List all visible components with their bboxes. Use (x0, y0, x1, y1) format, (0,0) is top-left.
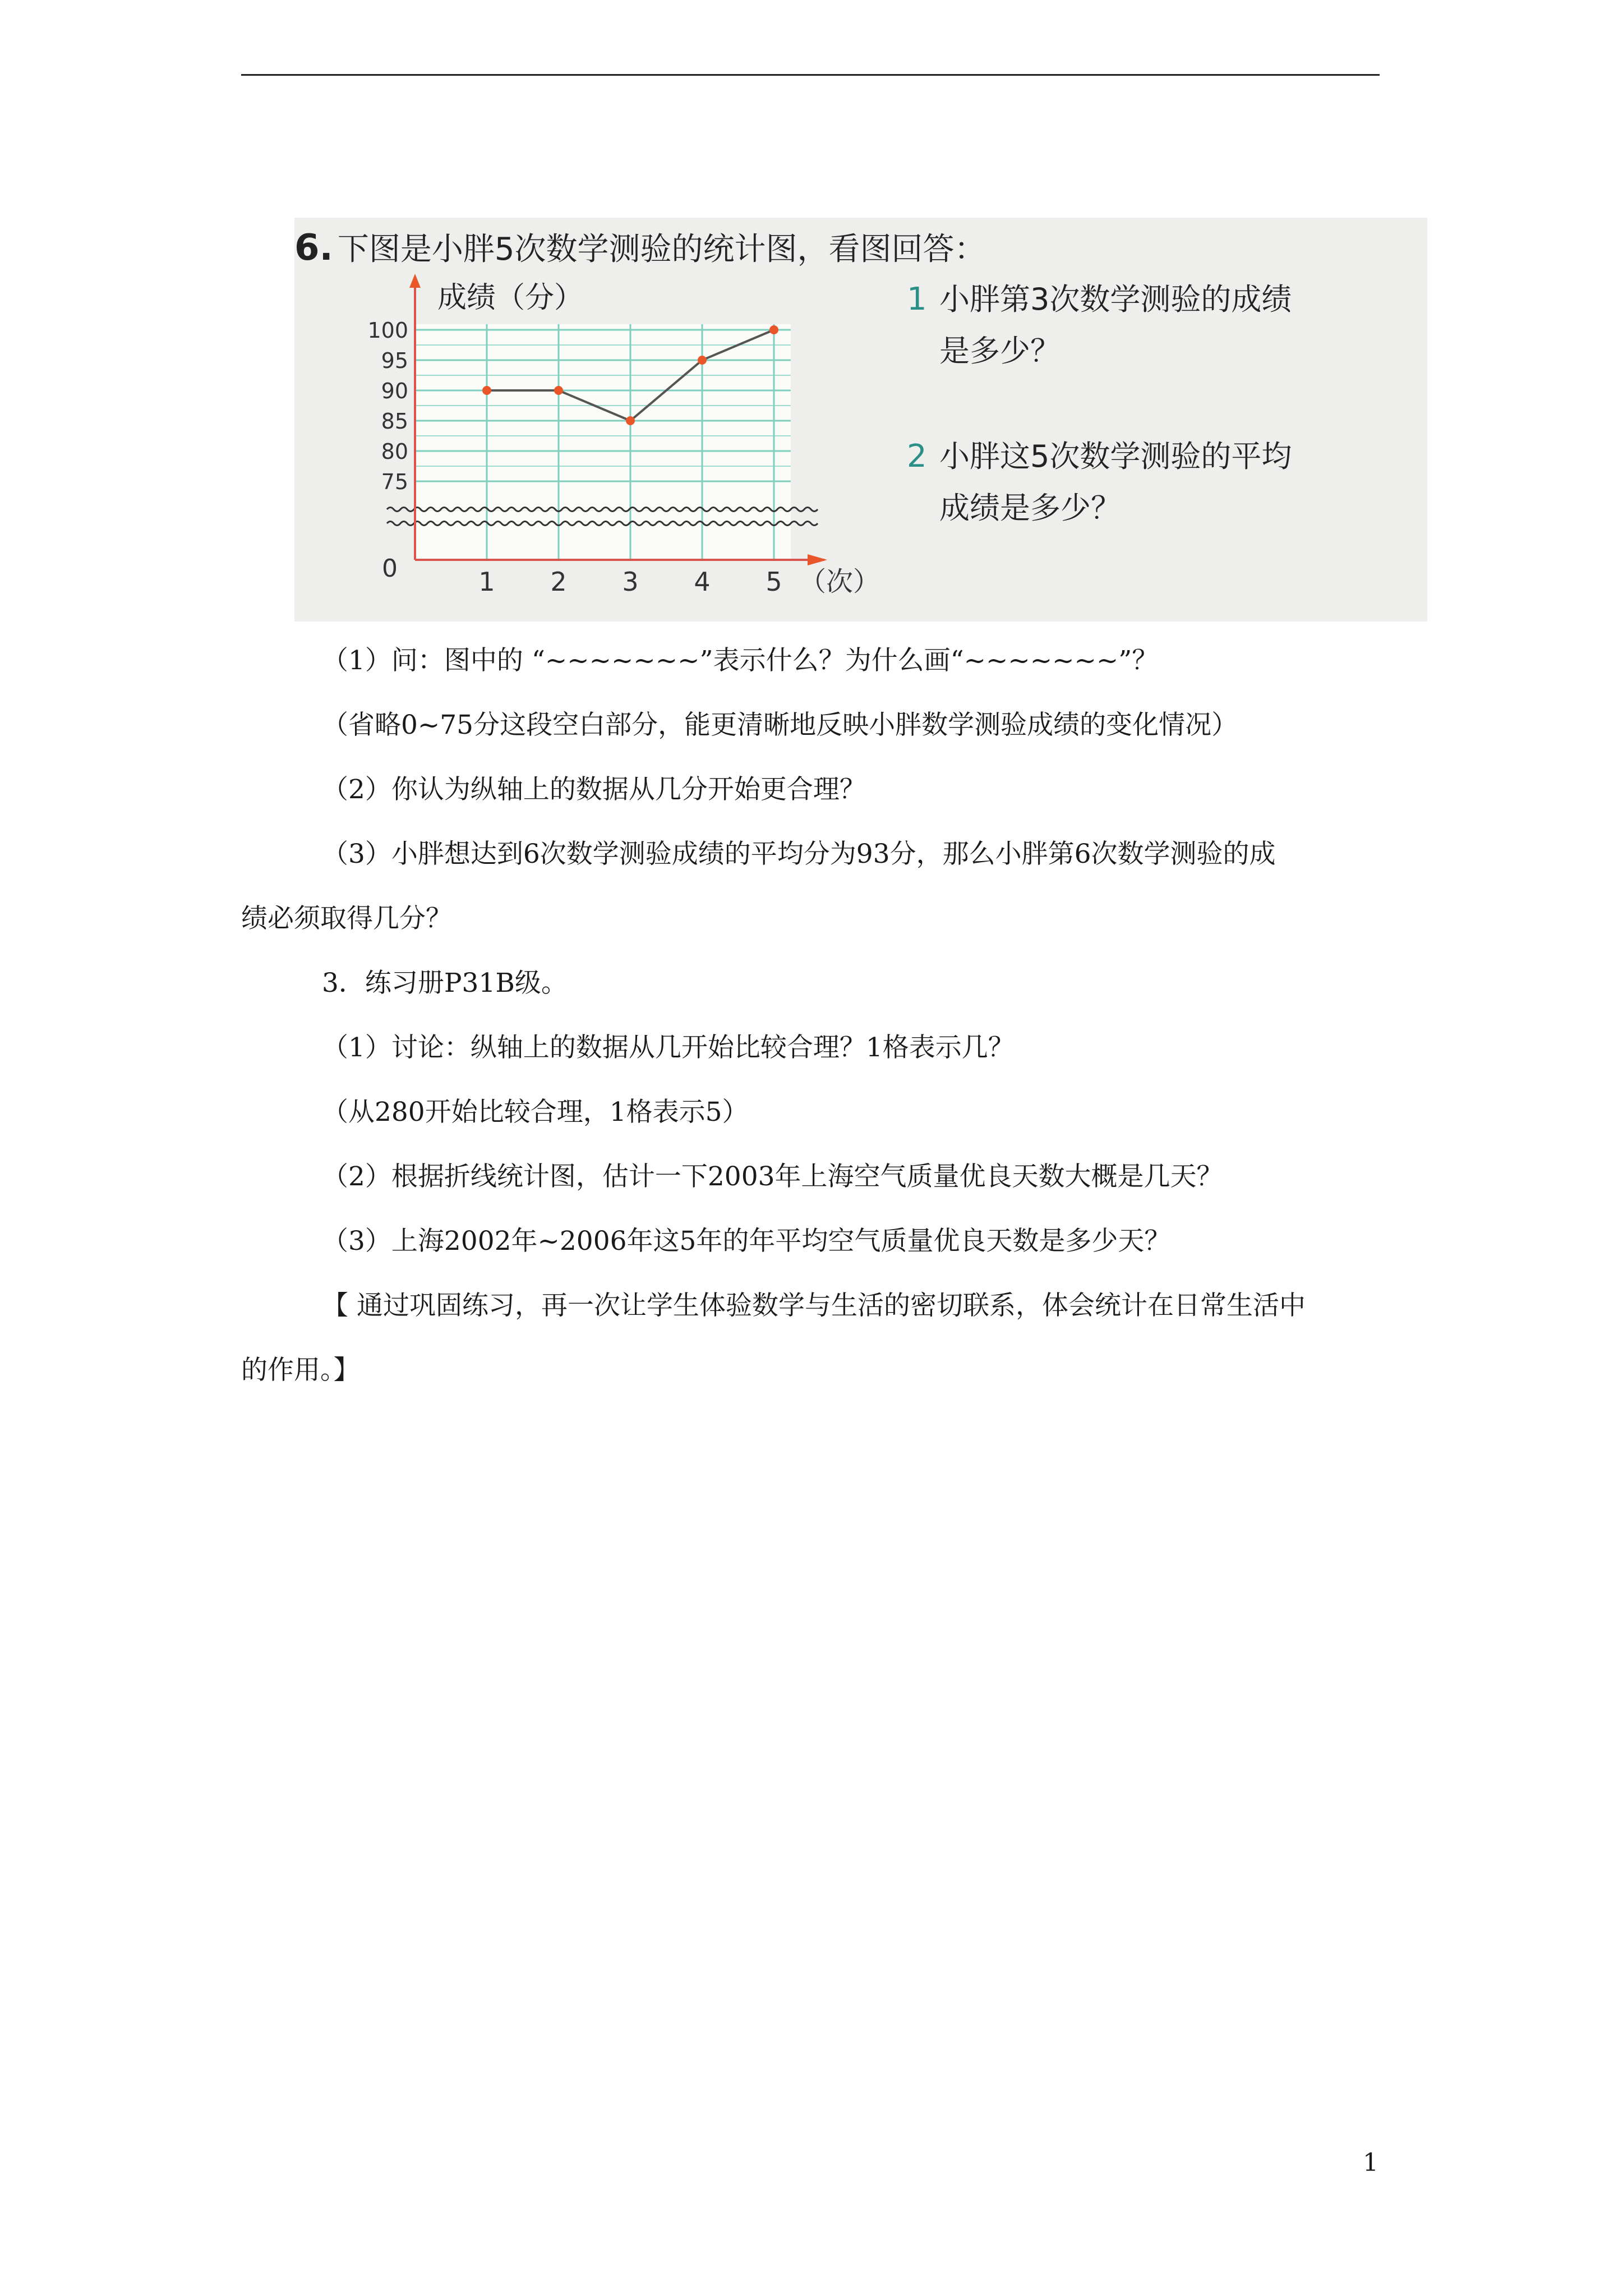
y-tick-label: 100 (367, 318, 408, 343)
paragraph: （从280开始比较合理，1格表示5） (322, 1097, 749, 1128)
x-tick-label: 4 (694, 567, 711, 597)
paragraph: （省略0~75分这段空白部分，能更清晰地反映小胖数学测验成绩的变化情况） (322, 710, 1238, 740)
question-2-line2: 成绩是多少？ (939, 490, 1121, 526)
chart-ylabel: 成绩（分） (437, 281, 584, 315)
x-tick-label: 3 (622, 567, 639, 597)
paragraph: （1）问：图中的 “~~~~~~~”表示什么？为什么画“~~~~~~~”？ (322, 645, 1159, 676)
page-number: 1 (1363, 2148, 1378, 2177)
question-2-number: 2 (907, 438, 927, 475)
data-point (482, 386, 491, 395)
y-tick-label: 90 (381, 379, 408, 403)
data-point (769, 325, 778, 334)
data-point (554, 386, 563, 395)
data-point (698, 356, 707, 365)
data-point (626, 416, 635, 425)
figure-number: 6. (294, 227, 333, 269)
line-chart (294, 218, 939, 622)
y-tick-label: 95 (381, 348, 408, 373)
x-tick-label: 2 (550, 567, 567, 597)
question-1-line1: 小胖第3次数学测验的成绩 (939, 282, 1292, 317)
paragraph: 【 通过巩固练习，再一次让学生体验数学与生活的密切联系，体会统计在日常生活中 (322, 1290, 1306, 1321)
x-tick-label: 5 (766, 567, 782, 597)
question-1-number: 1 (907, 281, 927, 318)
y-tick-label: 85 (381, 409, 408, 434)
question-1-line2: 是多少？ (939, 333, 1061, 369)
header-rule (241, 74, 1380, 76)
paragraph: 的作用。】 (241, 1355, 360, 1386)
y-axis-arrow (409, 274, 421, 288)
y-tick-label: 75 (381, 470, 408, 494)
paragraph: （2）根据折线统计图，估计一下2003年上海空气质量优良天数大概是几天？ (322, 1161, 1223, 1192)
paragraph: （2）你认为纵轴上的数据从几分开始更合理？ (322, 774, 866, 805)
origin-label: 0 (382, 554, 398, 583)
paragraph: （1）讨论：纵轴上的数据从几开始比较合理？1格表示几？ (322, 1032, 1015, 1063)
x-tick-label: 1 (478, 567, 495, 597)
x-axis-arrow (808, 554, 827, 565)
question-2-line1: 小胖这5次数学测验的平均 (939, 439, 1292, 474)
figure-title-text: 下图是小胖5次数学测验的统计图，看图回答： (337, 231, 986, 268)
paragraph: 绩必须取得几分？ (241, 903, 452, 934)
y-tick-label: 80 (381, 439, 408, 464)
question-1 (907, 274, 1292, 377)
question-2 (907, 431, 1292, 534)
paragraph: 3．练习册P31B级。 (322, 968, 568, 999)
textbook-figure (294, 218, 1427, 622)
x-axis-label: （次） (799, 566, 880, 597)
body-text (241, 628, 1380, 1402)
paragraph: （3）小胖想达到6次数学测验成绩的平均分为93分，那么小胖第6次数学测验的成 (322, 839, 1276, 869)
paragraph: （3）上海2002年~2006年这5年的年平均空气质量优良天数是多少天？ (322, 1226, 1171, 1257)
